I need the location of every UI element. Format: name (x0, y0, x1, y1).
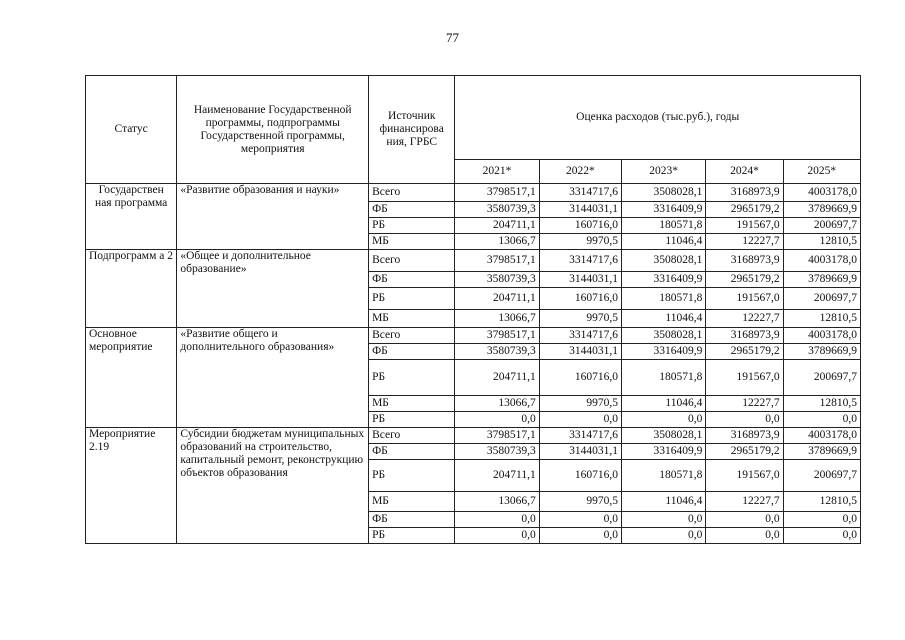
expense-value: 12227,7 (706, 492, 783, 512)
expense-value: 180571,8 (622, 460, 706, 492)
funding-source: РБ (369, 360, 455, 396)
expense-value: 3789669,9 (783, 272, 860, 288)
expense-value: 3580739,3 (455, 202, 539, 218)
funding-source: Всего (369, 184, 455, 202)
expense-value: 180571,8 (622, 218, 706, 234)
expense-value: 3508028,1 (622, 328, 706, 344)
expense-value: 3508028,1 (622, 250, 706, 272)
funding-source: МБ (369, 310, 455, 328)
expense-value: 4003178,0 (783, 428, 860, 444)
expense-value: 3798517,1 (455, 184, 539, 202)
expense-value: 9970,5 (539, 396, 621, 412)
section-name (177, 250, 369, 328)
funding-source: Всего (369, 328, 455, 344)
header-source: Источник финансирова ния, ГРБС (369, 76, 455, 184)
expense-value: 12227,7 (706, 234, 783, 250)
table-header (86, 76, 861, 184)
expense-value: 9970,5 (539, 492, 621, 512)
expense-value: 3314717,6 (539, 184, 621, 202)
expense-value: 0,0 (455, 528, 539, 544)
expense-value: 3789669,9 (783, 344, 860, 360)
year-header: 2021* (455, 160, 539, 184)
funding-source: ФБ (369, 202, 455, 218)
expense-value: 2965179,2 (706, 202, 783, 218)
section-status-label: Государствен ная программа (95, 184, 168, 209)
expense-value: 3508028,1 (622, 428, 706, 444)
funding-source: РБ (369, 218, 455, 234)
expense-value: 3508028,1 (622, 184, 706, 202)
expense-value: 191567,0 (706, 460, 783, 492)
expense-value: 3144031,1 (539, 272, 621, 288)
expense-value: 13066,7 (455, 492, 539, 512)
expense-value: 204711,1 (455, 218, 539, 234)
section-status-label: Мероприятие 2.19 (89, 428, 156, 453)
expense-value: 3798517,1 (455, 428, 539, 444)
funding-source: ФБ (369, 272, 455, 288)
funding-source: ФБ (369, 512, 455, 528)
expense-value: 200697,7 (783, 218, 860, 234)
expense-value: 11046,4 (622, 492, 706, 512)
expense-value: 3168973,9 (706, 328, 783, 344)
year-header: 2025* (783, 160, 860, 184)
expense-value: 4003178,0 (783, 328, 860, 344)
section-name (177, 184, 369, 250)
expense-value: 4003178,0 (783, 250, 860, 272)
section-status (86, 428, 177, 544)
expense-value: 3168973,9 (706, 184, 783, 202)
expense-value: 204711,1 (455, 288, 539, 310)
expense-value: 0,0 (539, 512, 621, 528)
funding-source: ФБ (369, 344, 455, 360)
expense-value: 11046,4 (622, 396, 706, 412)
expense-value: 0,0 (539, 528, 621, 544)
year-header: 2022* (539, 160, 621, 184)
section-name (177, 428, 369, 544)
expense-value: 0,0 (455, 412, 539, 428)
expense-value: 3314717,6 (539, 328, 621, 344)
funding-source: Всего (369, 250, 455, 272)
expense-value: 0,0 (783, 528, 860, 544)
expense-value: 191567,0 (706, 218, 783, 234)
expense-value: 9970,5 (539, 234, 621, 250)
expense-value: 3316409,9 (622, 344, 706, 360)
expense-value: 0,0 (455, 512, 539, 528)
expense-value: 3798517,1 (455, 250, 539, 272)
expense-value: 12810,5 (783, 492, 860, 512)
expense-value: 11046,4 (622, 234, 706, 250)
funding-source: МБ (369, 234, 455, 250)
expense-value: 2965179,2 (706, 272, 783, 288)
table-row (86, 328, 861, 344)
expense-value: 160716,0 (539, 218, 621, 234)
expense-value: 0,0 (783, 512, 860, 528)
expense-value: 3316409,9 (622, 202, 706, 218)
expense-value: 0,0 (783, 412, 860, 428)
expense-value: 160716,0 (539, 288, 621, 310)
section-name-label: «Развитие общего и дополнительного образования» (180, 328, 335, 353)
expense-value: 3580739,3 (455, 344, 539, 360)
expense-value: 3168973,9 (706, 428, 783, 444)
expense-value: 0,0 (706, 528, 783, 544)
expense-value: 200697,7 (783, 460, 860, 492)
expense-value: 3316409,9 (622, 272, 706, 288)
section-name-label: «Общее и дополнительное образование» (180, 250, 311, 275)
expense-value: 9970,5 (539, 310, 621, 328)
funding-source: РБ (369, 412, 455, 428)
expense-value: 12810,5 (783, 396, 860, 412)
section-status (86, 184, 177, 250)
expense-value: 3798517,1 (455, 328, 539, 344)
expense-value: 3789669,9 (783, 202, 860, 218)
expense-value: 3789669,9 (783, 444, 860, 460)
table-row (86, 184, 861, 202)
expense-value: 191567,0 (706, 360, 783, 396)
expense-value: 11046,4 (622, 310, 706, 328)
section-name-label: «Развитие образования и науки» (180, 184, 340, 196)
section-name-label: Субсидии бюджетам муниципальных образований на строительство, капитальный ремонт, реконструкцию объектов образования (180, 428, 365, 479)
table-row (86, 428, 861, 444)
header-estimate: Оценка расходов (тыс.руб.), годы (455, 76, 861, 160)
expense-value: 204711,1 (455, 360, 539, 396)
expense-value: 3144031,1 (539, 444, 621, 460)
section-name (177, 328, 369, 428)
expense-value: 3580739,3 (455, 444, 539, 460)
expense-value: 0,0 (622, 528, 706, 544)
expense-value: 3144031,1 (539, 344, 621, 360)
expense-value: 0,0 (622, 412, 706, 428)
expense-value: 12810,5 (783, 310, 860, 328)
expense-value: 191567,0 (706, 288, 783, 310)
funding-source: ФБ (369, 444, 455, 460)
expense-value: 13066,7 (455, 310, 539, 328)
funding-source: Всего (369, 428, 455, 444)
expense-value: 13066,7 (455, 234, 539, 250)
expense-value: 200697,7 (783, 288, 860, 310)
expense-value: 0,0 (539, 412, 621, 428)
funding-source: МБ (369, 492, 455, 512)
budget-table (85, 75, 861, 544)
section-status (86, 328, 177, 428)
expense-value: 3314717,6 (539, 428, 621, 444)
expense-value: 12810,5 (783, 234, 860, 250)
year-header: 2024* (706, 160, 783, 184)
expense-value: 13066,7 (455, 396, 539, 412)
header-name: Наименование Государственной программы, подпрограммы Государственной программы, мероприятия (177, 76, 369, 184)
section-status-label: Подпрограмм а 2 (89, 250, 173, 262)
expense-value: 160716,0 (539, 460, 621, 492)
expense-value: 204711,1 (455, 460, 539, 492)
expense-value: 3580739,3 (455, 272, 539, 288)
expense-value: 3314717,6 (539, 250, 621, 272)
expense-value: 160716,0 (539, 360, 621, 396)
section-status-label: Основное мероприятие (89, 328, 153, 353)
year-header: 2023* (622, 160, 706, 184)
expense-value: 180571,8 (622, 360, 706, 396)
funding-source: РБ (369, 288, 455, 310)
expense-value: 0,0 (706, 412, 783, 428)
funding-source: РБ (369, 528, 455, 544)
expense-value: 0,0 (622, 512, 706, 528)
expense-value: 3168973,9 (706, 250, 783, 272)
header-status: Статус (86, 76, 177, 184)
expense-value: 2965179,2 (706, 344, 783, 360)
expense-value: 180571,8 (622, 288, 706, 310)
expense-value: 200697,7 (783, 360, 860, 396)
expense-value: 0,0 (706, 512, 783, 528)
page-number: 77 (446, 30, 459, 45)
table-row (86, 250, 861, 272)
funding-source: МБ (369, 396, 455, 412)
table-body (86, 184, 861, 544)
expense-value: 4003178,0 (783, 184, 860, 202)
expense-value: 3316409,9 (622, 444, 706, 460)
section-status (86, 250, 177, 328)
expense-value: 3144031,1 (539, 202, 621, 218)
expense-value: 12227,7 (706, 310, 783, 328)
funding-source: РБ (369, 460, 455, 492)
expense-value: 2965179,2 (706, 444, 783, 460)
expense-value: 12227,7 (706, 396, 783, 412)
